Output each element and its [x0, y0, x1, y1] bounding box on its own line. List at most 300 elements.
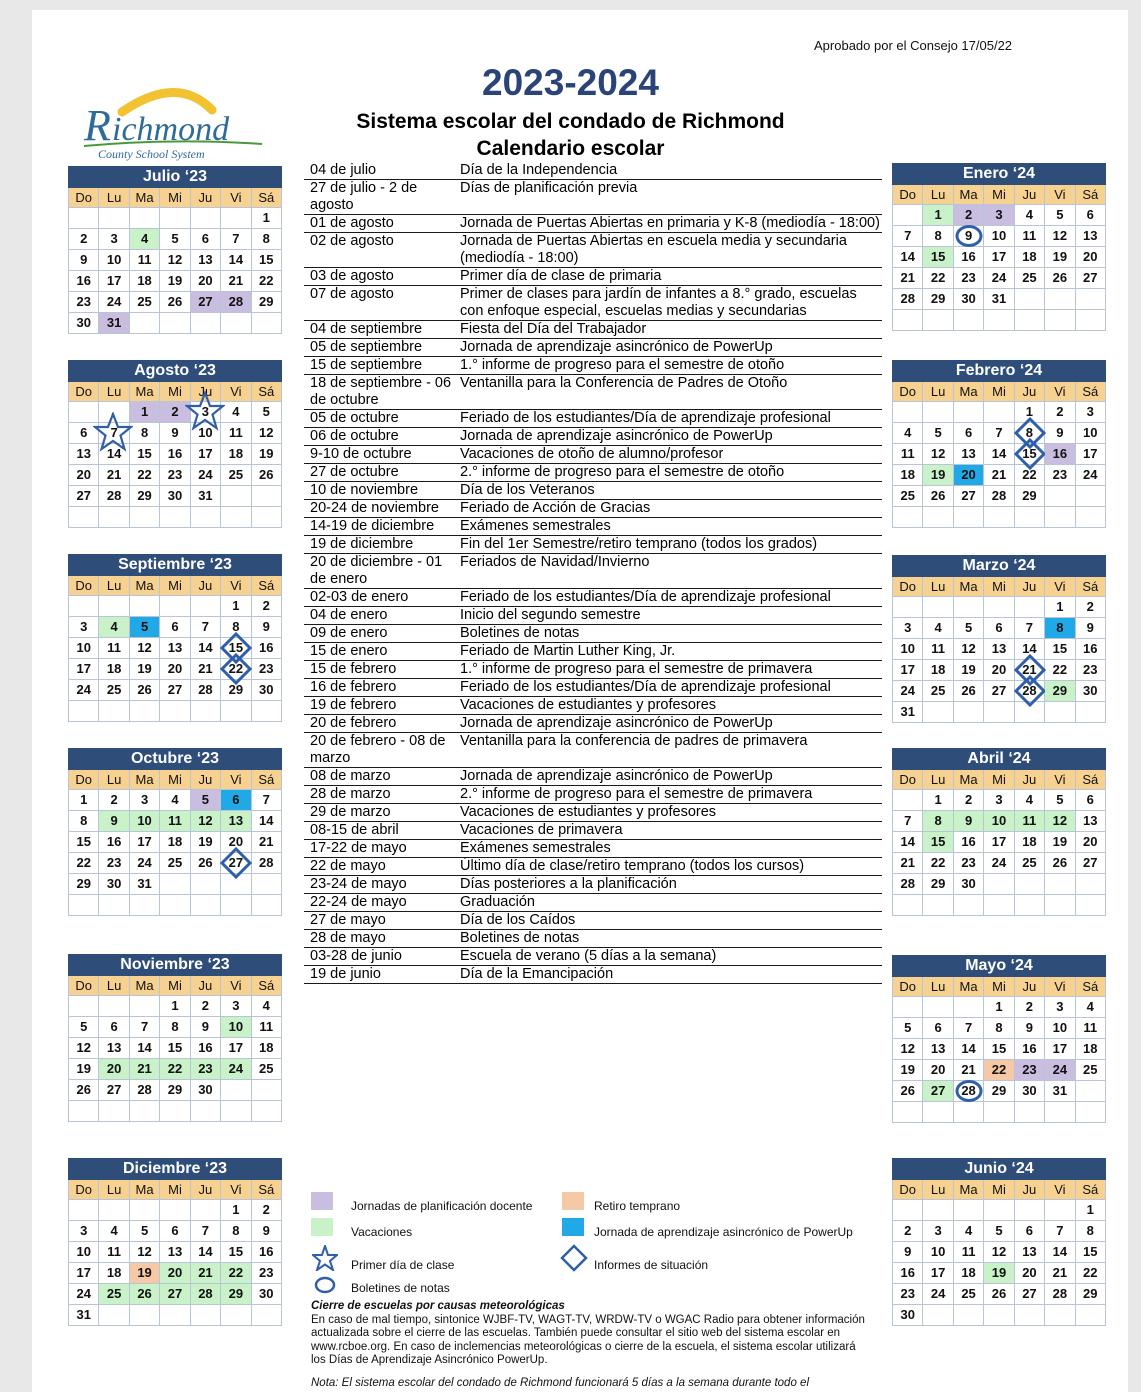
day-cell: 29: [1076, 1284, 1106, 1305]
day-cell: 15: [1015, 444, 1045, 465]
day-cell: 12: [252, 423, 282, 444]
empty-cell: [984, 1305, 1014, 1326]
day-cell: 6: [99, 1017, 129, 1038]
day-cell: 12: [1045, 811, 1075, 832]
empty-cell: [954, 702, 984, 723]
empty-cell: [1015, 310, 1045, 331]
event-row: [304, 876, 882, 894]
day-cell: 5: [923, 423, 953, 444]
empty-cell: [1015, 1102, 1045, 1123]
day-cell: 30: [954, 289, 984, 310]
day-cell: 4: [1015, 205, 1045, 226]
day-cell: 28: [191, 1284, 221, 1305]
legend-early-dismissal: Retiro temprano: [594, 1199, 681, 1213]
month-grid: [68, 770, 282, 916]
day-cell: 16: [1015, 1039, 1045, 1060]
event-row: [304, 840, 882, 858]
day-cell: 9: [99, 811, 129, 832]
day-cell: 24: [221, 1059, 251, 1080]
event-date: 22-24 de mayo: [310, 894, 407, 910]
weekday-label: Ju: [1015, 770, 1045, 790]
event-date: 20 de febrero - 08 de marzo: [310, 733, 446, 766]
day-cell: 12: [893, 1039, 923, 1060]
day-cell: 10: [1076, 423, 1106, 444]
day-cell: 5: [69, 1017, 99, 1038]
day-cell: 10: [984, 811, 1014, 832]
day-cell: 2: [160, 402, 190, 423]
month-name: Febrero ‘24: [892, 360, 1106, 382]
empty-cell: [954, 310, 984, 331]
month-calendar: [68, 954, 282, 1122]
weekday-label: Do: [893, 1180, 923, 1200]
empty-cell: [954, 997, 984, 1018]
month-grid: [892, 577, 1106, 723]
day-cell: 8: [221, 617, 251, 638]
day-cell: 19: [252, 444, 282, 465]
day-cell: 27: [954, 486, 984, 507]
empty-cell: [69, 402, 99, 423]
empty-cell: [923, 1305, 953, 1326]
day-cell: 26: [1045, 268, 1075, 289]
day-cell: 22: [221, 659, 251, 680]
day-cell: 18: [893, 465, 923, 486]
day-cell: 21: [99, 465, 129, 486]
empty-cell: [1045, 486, 1075, 507]
day-cell: 31: [893, 702, 923, 723]
day-cell: 9: [191, 1017, 221, 1038]
weekday-label: Do: [893, 577, 923, 597]
day-cell: 26: [191, 853, 221, 874]
event-description: Fiesta del Día del Trabajador: [460, 321, 647, 337]
day-cell: 14: [252, 811, 282, 832]
event-date: 22 de mayo: [310, 858, 386, 874]
day-cell: 16: [191, 1038, 221, 1059]
day-cell: 1: [923, 790, 953, 811]
weekday-label: Do: [69, 1180, 99, 1200]
weekday-label: Sá: [1076, 577, 1106, 597]
day-cell: 26: [160, 292, 190, 313]
day-cell: 9: [954, 811, 984, 832]
event-row: [304, 894, 882, 912]
event-date: 03-28 de junio: [310, 948, 402, 964]
event-date: 20 de febrero: [310, 715, 397, 731]
weekday-label: Mi: [984, 1180, 1014, 1200]
weekday-label: Sá: [252, 576, 282, 596]
day-cell: 21: [252, 832, 282, 853]
event-row: [304, 679, 882, 697]
month-name: Octubre ‘23: [68, 748, 282, 770]
weekday-label: Ju: [191, 976, 221, 996]
month-name: Julio ‘23: [68, 166, 282, 188]
day-cell: 19: [160, 271, 190, 292]
day-cell: 30: [99, 874, 129, 895]
event-description: Jornada de Puertas Abiertas en escuela media y secundaria (mediodía - 18:00): [460, 233, 847, 266]
month-name: Mayo ‘24: [892, 955, 1106, 977]
empty-cell: [69, 1101, 99, 1122]
event-date: 29 de marzo: [310, 804, 391, 820]
day-cell: 4: [221, 402, 251, 423]
empty-cell: [893, 310, 923, 331]
day-cell: 9: [69, 250, 99, 271]
empty-cell: [893, 1102, 923, 1123]
empty-cell: [984, 402, 1014, 423]
day-cell: 17: [984, 247, 1014, 268]
month-name: Abril ‘24: [892, 748, 1106, 770]
weekday-label: Ju: [1015, 577, 1045, 597]
empty-cell: [893, 1200, 923, 1221]
day-cell: 5: [1045, 205, 1075, 226]
day-cell: 19: [69, 1059, 99, 1080]
empty-cell: [923, 702, 953, 723]
event-row: [304, 715, 882, 733]
svg-text:R: R: [84, 101, 111, 150]
empty-cell: [99, 895, 129, 916]
day-cell: 20: [191, 271, 221, 292]
svg-text:County School System: County School System: [98, 147, 205, 161]
day-cell: 20: [1076, 832, 1106, 853]
event-row: [304, 268, 882, 286]
day-cell: 13: [1076, 811, 1106, 832]
day-cell: 29: [160, 1080, 190, 1101]
event-row: [304, 536, 882, 554]
weekday-label: Do: [69, 188, 99, 208]
day-cell: 19: [984, 1263, 1014, 1284]
day-cell: 26: [923, 486, 953, 507]
event-row: [304, 180, 882, 215]
day-cell: 15: [130, 444, 160, 465]
day-cell: 23: [191, 1059, 221, 1080]
weekday-label: Do: [69, 976, 99, 996]
empty-cell: [221, 1080, 251, 1101]
event-row: [304, 625, 882, 643]
day-cell: 22: [130, 465, 160, 486]
empty-cell: [99, 208, 129, 229]
day-cell: 16: [69, 271, 99, 292]
event-description: Primer de clases para jardín de infantes a 8.° grado, escuelas con enfoque especial, escuelas medias y secundarias: [460, 286, 857, 319]
day-cell: 28: [252, 853, 282, 874]
event-description: Ventanilla para la Conferencia de Padres de Otoño: [460, 375, 788, 391]
empty-cell: [1015, 874, 1045, 895]
event-description: Vacaciones de otoño de alumno/profesor: [460, 446, 724, 462]
event-row: [304, 428, 882, 446]
day-cell: 2: [191, 996, 221, 1017]
day-cell: 15: [984, 1039, 1014, 1060]
day-cell: 10: [130, 811, 160, 832]
day-cell: 22: [69, 853, 99, 874]
day-cell: 17: [1076, 444, 1106, 465]
month-name: Enero ‘24: [892, 163, 1106, 185]
empty-cell: [1045, 1305, 1075, 1326]
empty-cell: [160, 1200, 190, 1221]
day-cell: 10: [191, 423, 221, 444]
day-cell: 12: [1045, 226, 1075, 247]
month-calendar: [68, 748, 282, 916]
day-cell: 10: [69, 638, 99, 659]
day-cell: 6: [1076, 205, 1106, 226]
day-cell: 6: [160, 617, 190, 638]
weekday-label: Ma: [954, 1180, 984, 1200]
empty-cell: [954, 895, 984, 916]
event-date: 15 de febrero: [310, 661, 397, 677]
empty-cell: [99, 1101, 129, 1122]
day-cell: 23: [69, 292, 99, 313]
weekday-label: Lu: [923, 1180, 953, 1200]
weekday-label: Vi: [221, 188, 251, 208]
empty-cell: [1015, 507, 1045, 528]
event-date: 27 de mayo: [310, 912, 386, 928]
month-calendar: [892, 955, 1106, 1123]
month-grid: [68, 576, 282, 722]
empty-cell: [1076, 895, 1106, 916]
day-cell: 23: [1015, 1060, 1045, 1081]
event-date: 05 de septiembre: [310, 339, 423, 355]
day-cell: 30: [954, 874, 984, 895]
event-description: Día de la Emancipación: [460, 966, 614, 982]
day-cell: 25: [221, 465, 251, 486]
day-cell: 17: [221, 1038, 251, 1059]
day-cell: 24: [191, 465, 221, 486]
weekday-label: Do: [69, 576, 99, 596]
day-cell: 12: [160, 250, 190, 271]
day-cell: 20: [69, 465, 99, 486]
day-cell: 30: [893, 1305, 923, 1326]
day-cell: 27: [69, 486, 99, 507]
day-cell: 7: [221, 229, 251, 250]
empty-cell: [893, 895, 923, 916]
day-cell: 3: [1045, 997, 1075, 1018]
day-cell: 25: [99, 1284, 129, 1305]
legend-progress-reports: Informes de situación: [594, 1258, 709, 1272]
day-cell: 12: [191, 811, 221, 832]
event-date: 20 de diciembre - 01 de enero: [310, 554, 443, 587]
day-cell: 4: [252, 996, 282, 1017]
empty-cell: [954, 1305, 984, 1326]
event-row: [304, 768, 882, 786]
day-cell: 8: [130, 423, 160, 444]
day-cell: 15: [1076, 1242, 1106, 1263]
event-row: [304, 375, 882, 410]
event-description: Jornada de aprendizaje asincrónico de PowerUp: [460, 428, 773, 444]
event-description: Feriado de Martin Luther King, Jr.: [460, 643, 676, 659]
day-cell: 27: [191, 292, 221, 313]
day-cell: 26: [1045, 853, 1075, 874]
event-row: [304, 948, 882, 966]
event-description: Día de los Veteranos: [460, 482, 595, 498]
event-row: [304, 339, 882, 357]
day-cell: 27: [1076, 853, 1106, 874]
day-cell: 27: [221, 853, 251, 874]
day-cell: 27: [984, 681, 1014, 702]
empty-cell: [1076, 486, 1106, 507]
day-cell: 2: [99, 790, 129, 811]
day-cell: 15: [923, 832, 953, 853]
weekday-label: Ma: [130, 1180, 160, 1200]
weekday-label: Ju: [191, 382, 221, 402]
empty-cell: [130, 313, 160, 334]
day-cell: 6: [1076, 790, 1106, 811]
day-cell: 3: [130, 790, 160, 811]
day-cell: 8: [1076, 1221, 1106, 1242]
day-cell: 1: [984, 997, 1014, 1018]
event-row: [304, 286, 882, 321]
day-cell: 12: [130, 1242, 160, 1263]
day-cell: 29: [923, 289, 953, 310]
day-cell: 6: [160, 1221, 190, 1242]
day-cell: 11: [221, 423, 251, 444]
approval-note: Aprobado por el Consejo 17/05/22: [814, 38, 1013, 53]
day-cell: 18: [130, 271, 160, 292]
event-row: [304, 446, 882, 464]
empty-cell: [252, 1305, 282, 1326]
month-name: Junio ‘24: [892, 1158, 1106, 1180]
day-cell: 12: [69, 1038, 99, 1059]
day-cell: 20: [1015, 1263, 1045, 1284]
day-cell: 21: [130, 1059, 160, 1080]
empty-cell: [99, 701, 129, 722]
day-cell: 30: [1076, 681, 1106, 702]
day-cell: 17: [130, 832, 160, 853]
empty-cell: [1045, 310, 1075, 331]
event-date: 04 de enero: [310, 607, 388, 623]
event-date: 10 de noviembre: [310, 482, 419, 498]
day-cell: 3: [99, 229, 129, 250]
day-cell: 29: [252, 292, 282, 313]
month-name: Noviembre ‘23: [68, 954, 282, 976]
day-cell: 5: [954, 618, 984, 639]
day-cell: 21: [954, 1060, 984, 1081]
empty-cell: [130, 895, 160, 916]
empty-cell: [923, 997, 953, 1018]
weekday-label: Lu: [99, 1180, 129, 1200]
events-table: [304, 162, 882, 984]
day-cell: 30: [252, 680, 282, 701]
day-cell: 18: [1015, 832, 1045, 853]
weekday-label: Lu: [99, 770, 129, 790]
weekday-label: Ju: [191, 770, 221, 790]
day-cell: 3: [1076, 402, 1106, 423]
day-cell: 17: [893, 660, 923, 681]
day-cell: 1: [923, 205, 953, 226]
day-cell: 30: [252, 1284, 282, 1305]
empty-cell: [1076, 702, 1106, 723]
day-cell: 28: [954, 1081, 984, 1102]
day-cell: 1: [1045, 597, 1075, 618]
empty-cell: [191, 1200, 221, 1221]
day-cell: 27: [1076, 268, 1106, 289]
month-calendar: [892, 163, 1106, 331]
day-cell: 14: [984, 444, 1014, 465]
day-cell: 1: [160, 996, 190, 1017]
day-cell: 11: [1015, 811, 1045, 832]
empty-cell: [923, 310, 953, 331]
day-cell: 15: [221, 1242, 251, 1263]
day-cell: 14: [1015, 639, 1045, 660]
weekday-label: Mi: [984, 382, 1014, 402]
day-cell: 17: [1045, 1039, 1075, 1060]
day-cell: 10: [69, 1242, 99, 1263]
event-row: [304, 589, 882, 607]
weekday-label: Sá: [252, 1180, 282, 1200]
day-cell: 4: [1015, 790, 1045, 811]
empty-cell: [130, 596, 160, 617]
day-cell: 26: [954, 681, 984, 702]
day-cell: 18: [99, 1263, 129, 1284]
empty-cell: [160, 895, 190, 916]
event-row: [304, 321, 882, 339]
event-description: Boletines de notas: [460, 625, 580, 641]
event-row: [304, 822, 882, 840]
empty-cell: [221, 1101, 251, 1122]
weekday-label: Sá: [1076, 770, 1106, 790]
day-cell: 5: [130, 1221, 160, 1242]
day-cell: 20: [923, 1060, 953, 1081]
event-row: [304, 643, 882, 661]
event-date: 15 de septiembre: [310, 357, 423, 373]
empty-cell: [69, 507, 99, 528]
event-row: [304, 554, 882, 589]
empty-cell: [984, 1200, 1014, 1221]
day-cell: 15: [252, 250, 282, 271]
day-cell: 19: [1045, 247, 1075, 268]
weekday-label: Vi: [1045, 977, 1075, 997]
day-cell: 28: [1045, 1284, 1075, 1305]
empty-cell: [923, 597, 953, 618]
day-cell: 4: [99, 1221, 129, 1242]
day-cell: 19: [191, 832, 221, 853]
empty-cell: [893, 597, 923, 618]
day-cell: 8: [1045, 618, 1075, 639]
empty-cell: [69, 596, 99, 617]
day-cell: 8: [984, 1018, 1014, 1039]
event-row: [304, 930, 882, 948]
month-grid: [892, 977, 1106, 1123]
day-cell: 6: [1015, 1221, 1045, 1242]
day-cell: 8: [923, 226, 953, 247]
day-cell: 11: [954, 1242, 984, 1263]
empty-cell: [69, 895, 99, 916]
day-cell: 16: [1045, 444, 1075, 465]
event-date: 27 de octubre: [310, 464, 399, 480]
day-cell: 17: [99, 271, 129, 292]
day-cell: 25: [99, 680, 129, 701]
vacation-swatch: [311, 1218, 333, 1236]
empty-cell: [954, 1102, 984, 1123]
day-cell: 2: [1076, 597, 1106, 618]
day-cell: 7: [954, 1018, 984, 1039]
empty-cell: [1015, 1305, 1045, 1326]
day-cell: 31: [191, 486, 221, 507]
empty-cell: [1045, 1102, 1075, 1123]
event-description: Jornada de Puertas Abiertas en primaria y K-8 (mediodía - 18:00): [460, 215, 880, 231]
day-cell: 20: [221, 832, 251, 853]
day-cell: 22: [221, 1263, 251, 1284]
day-cell: 31: [1045, 1081, 1075, 1102]
event-description: Feriado de los estudiantes/Día de aprendizaje profesional: [460, 589, 831, 605]
day-cell: 14: [893, 832, 923, 853]
month-name: Diciembre ‘23: [68, 1158, 282, 1180]
event-description: Boletines de notas: [460, 930, 580, 946]
legend-vacation: Vacaciones: [351, 1225, 413, 1239]
day-cell: 1: [221, 596, 251, 617]
weekday-label: Ju: [1015, 185, 1045, 205]
day-cell: 10: [923, 1242, 953, 1263]
day-cell: 2: [893, 1221, 923, 1242]
empty-cell: [191, 208, 221, 229]
day-cell: 7: [1045, 1221, 1075, 1242]
day-cell: 8: [221, 1221, 251, 1242]
day-cell: 19: [923, 465, 953, 486]
weekday-label: Vi: [221, 1180, 251, 1200]
